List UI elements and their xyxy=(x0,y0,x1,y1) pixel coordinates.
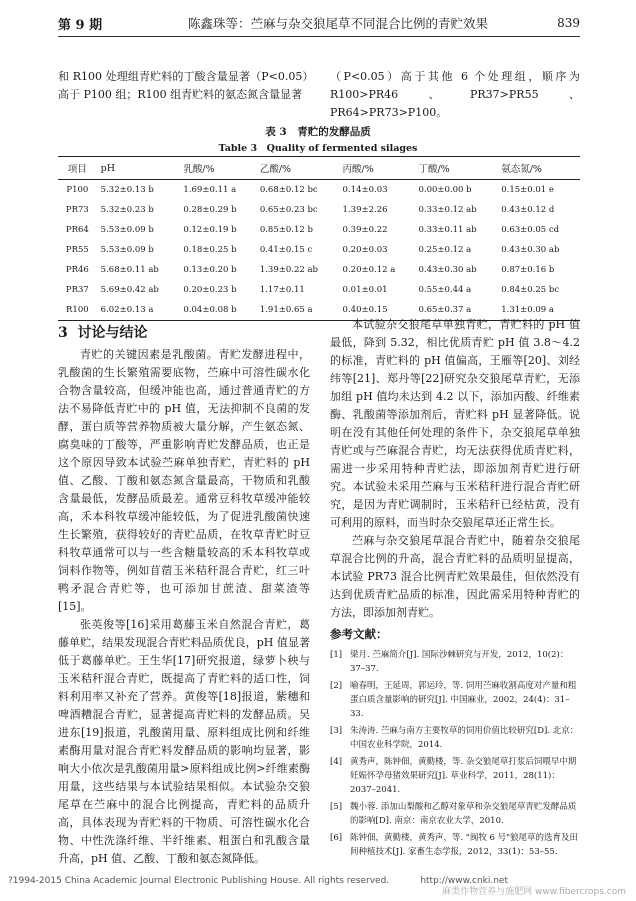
table-cell: PR55 xyxy=(65,245,89,255)
table-cell: 0.40±0.15 xyxy=(342,305,388,315)
table-cell: 1.39±0.22 ab xyxy=(259,265,318,275)
table-cell: 0.43±0.30 ab xyxy=(501,245,560,255)
table-cell: P100 xyxy=(66,185,89,195)
table-cell: 0.12±0.19 b xyxy=(183,225,237,235)
table-cell: 5.69±0.42 ab xyxy=(100,285,159,295)
table-cell: 0.20±0.12 a xyxy=(342,265,396,275)
table-cell: 0.43±0.12 d xyxy=(501,205,555,215)
section-title: 讨论与结论 xyxy=(77,325,148,341)
body-paragraph: 苎麻与杂交狼尾草混合青贮中，随着杂交狼尾草混合比例的升高，混合青贮料的品质明显提高，本试验 PR73 混合比例青贮效果最佳，但依然没有达到优质青贮品质的标准，因此需采用特种青贮的方法，即添加剂青贮。 xyxy=(330,534,580,619)
table-row xyxy=(58,220,580,240)
column-header: pH xyxy=(100,162,116,174)
reference-text: 黄秀声，陈钟佃，黄勤楼，等. 杂交狼尾草打浆后饲喂早中期妊娠怀孕母猪效果研究[J]. 草业科学，2011，28(11)：2037–2041. xyxy=(350,757,577,795)
column-header: 丁酸/% xyxy=(418,164,450,175)
running-title: 陈鑫珠等：苎麻与杂交狼尾草不同混合比例的青贮效果 xyxy=(188,16,489,31)
table-cell: R100 xyxy=(66,305,89,315)
table-row xyxy=(58,280,580,300)
reference-text: 陈钟佃，黄勤楼，黄秀声，等. "闽牧 6 号"狼尾草的选育及田间种植技术[J]. 家畜生态学报，2012，33(1)：53–55. xyxy=(350,833,579,857)
table-cell: 1.39±2.26 xyxy=(342,205,388,215)
table-cell: PR46 xyxy=(65,265,89,275)
copyright-notice: ?1994-2015 China Academic Journal Electronic Publishing House. All rights reserved. xyxy=(8,876,390,886)
table-cell: PR73 xyxy=(65,205,89,215)
table-cell: 0.13±0.20 b xyxy=(183,265,237,275)
table-cell: 5.53±0.09 b xyxy=(100,245,154,255)
table-cell: 0.84±0.25 bc xyxy=(501,285,560,295)
table-cell: 5.32±0.23 b xyxy=(100,205,154,215)
table-cell: 5.53±0.09 b xyxy=(100,225,154,235)
reference-number: [5] xyxy=(330,802,343,812)
body-paragraph: 本试验杂交狼尾草单独青贮，青贮料的 pH 值最低，降到 5.32，相比优质青贮 pH 值 3.8～4.2 的标准，青贮料的 pH 值偏高，王雁等[20]、刘经纬等[21]、郑丹等[22]研究杂交狼尾草青贮，无添加组 pH 值均未达到 4.2 以下，添加丙酸、纤维素酶、乳酸菌等添加剂后，青贮料 pH 显著降低。说明在没有其他任何处理的条件下，杂交狼尾草单独青贮或与苎麻混合青贮，均无法获得优质青贮料，需进一步采用特种青贮法，即添加剂青贮进行研究。本试验未采用苎麻与玉米秸秆进行混合青贮研究，是因为青贮调制时，玉米秸秆已经枯黄，没有可利用的原料，而当时杂交狼尾草还正常生长。 xyxy=(330,318,580,529)
table-cell: 0.04±0.08 b xyxy=(183,305,237,315)
table-cell: 0.43±0.30 ab xyxy=(418,265,477,275)
table-cell: 0.63±0.05 cd xyxy=(501,225,560,235)
body-paragraph: 青贮的关键因素是乳酸菌。青贮发酵进程中，乳酸菌的生长繁殖需要底物，苎麻中可溶性碳水化合物含量较高，但缓冲能也高，通过普通青贮的方法不易降低青贮中的 pH 值，无法抑制不良菌的发酵，蛋白质等营养物质被大量分解，产生氨态氮、腐臭味的丁酸等，严重影响青贮发酵品质，也正是这个原因导致本试验苎麻单独青贮，青贮料的 pH 值、乙酸、丁酸和氨态氮含量最高，干物质和乳酸含量最低，发酵品质最差。通常豆科牧草缓冲能较高，禾本科牧草缓冲能较低，为了促进乳酸菌快速生长繁殖，获得较好的青贮品质，在牧草青贮时豆科牧草通常可以与一些含糖量较高的禾本科牧草或饲料作物等，例如苜蓿玉米秸秆混合青贮，红三叶鸭矛混合青贮等，也可添加甘蔗渣、甜菜渣等[15]。 xyxy=(58,348,310,613)
reference-item xyxy=(330,800,580,828)
table-cell: 0.01±0.01 xyxy=(342,285,388,295)
running-header xyxy=(58,8,580,36)
reference-item xyxy=(330,755,580,797)
table-cell: 0.39±0.22 xyxy=(342,225,388,235)
header-rule xyxy=(58,36,580,37)
footer-url[interactable]: http://www.cnki.net xyxy=(420,876,508,886)
table-cell: 0.41±0.15 c xyxy=(259,245,313,255)
column-header: 乳酸/% xyxy=(183,164,215,175)
top-paragraph-left xyxy=(58,68,308,104)
table-cell: 5.32±0.13 b xyxy=(100,185,154,195)
reference-number: [3] xyxy=(330,726,343,736)
table-cell: 1.17±0.11 xyxy=(259,285,305,295)
table-cell: 0.20±0.23 b xyxy=(183,285,237,295)
table-header-row xyxy=(58,157,580,180)
reference-number: [1] xyxy=(330,650,343,660)
table-cell: 1.31±0.09 a xyxy=(501,305,554,315)
section-heading xyxy=(58,322,148,342)
table-cell: 6.02±0.13 a xyxy=(100,305,154,315)
reference-item xyxy=(330,724,580,752)
table-caption-en: Table 3 Quality of fermented silages xyxy=(218,143,418,154)
column-header: 丙酸/% xyxy=(342,164,374,175)
column-header: 项目 xyxy=(67,164,87,175)
top-paragraph-right xyxy=(330,68,580,122)
table-row xyxy=(58,260,580,280)
table-cell: 0.65±0.23 bc xyxy=(259,205,318,215)
table-row xyxy=(58,240,580,260)
page-number: 839 xyxy=(557,16,580,30)
reference-list xyxy=(330,648,580,859)
reference-number: [4] xyxy=(330,757,343,767)
table-cell: PR64 xyxy=(65,225,89,235)
table-cell: 0.14±0.03 xyxy=(342,185,388,195)
table-cell: 0.28±0.29 b xyxy=(183,205,237,215)
table-row xyxy=(58,200,580,220)
body-paragraph: 张英俊等[16]采用葛藤玉米自然混合青贮，葛藤单贮，结果发现混合青贮料品质优良，pH 值显著低于葛藤单贮。王生华[17]研究报道，绿萝卜秧与玉米秸秆混合青贮，既提高了青贮料的适口性，饲料利用率又补充了营养。黄俊等[18]报道，紫穗和啤酒糟混合青贮，显著提高青贮料的发酵品质。吴进东[19]报道，乳酸菌用量、原料组成比例和纤维素酶用量对混合青贮料发酵品质的影响均显著，影响大小依次是乳酸菌用量>原料组成比例>纤维素酶用量，这些结果与本试验结果相似。本试验杂交狼尾草在苎麻中的混合比例提高，青贮料的品质升高，具体表现为青贮料的干物质、可溶性碳水化合物、中性洗涤纤维、半纤维素、粗蛋白和乳酸含量升高，pH 值、乙酸、丁酸和氨态氮降低。 xyxy=(58,618,310,865)
table-cell: 0.33±0.11 ab xyxy=(418,225,477,235)
table-cell: 1.69±0.11 a xyxy=(183,185,237,195)
watermark: 麻类作物营养与施肥网 www.fibercrops.com xyxy=(442,887,626,897)
body-text: （P<0.05）高于其他 6 个处理组，顺序为 R100>PR46、PR37>PR55、PR64>PR73>P100。 xyxy=(330,70,580,119)
references-heading: 参考文献： xyxy=(330,627,388,641)
fermentation-quality-table xyxy=(58,156,580,321)
table-cell: 0.55±0.44 a xyxy=(418,285,472,295)
issue-number: 第 9 期 xyxy=(58,18,103,33)
table-cell: 0.18±0.25 b xyxy=(183,245,237,255)
table-caption-cn: 表 3 青贮的发酵品质 xyxy=(265,126,371,138)
table-cell: 0.65±0.37 a xyxy=(418,305,472,315)
reference-text: 喻春明，王延周，郭运玲，等. 饲用苎麻收割高度对产量和粗蛋白质含量影响的研究[J]. 中国麻业，2002，24(4)：31–33. xyxy=(350,681,577,719)
reference-text: 梁月. 苎麻简介[J]. 国际沙棘研究与开发，2012，10(2)：37–37. xyxy=(350,650,569,674)
table-cell: PR37 xyxy=(65,285,89,295)
reference-item xyxy=(330,648,580,676)
section-number: 3 xyxy=(58,325,68,341)
reference-item xyxy=(330,831,580,859)
table-cell: 0.20±0.03 xyxy=(342,245,388,255)
table-cell: 5.68±0.11 ab xyxy=(100,265,159,275)
reference-item xyxy=(330,679,580,721)
column-header: 乙酸/% xyxy=(259,164,292,175)
table-cell: 0.00±0.00 b xyxy=(418,185,472,195)
reference-number: [6] xyxy=(330,833,343,843)
column-header: 氨态氮/% xyxy=(501,164,542,175)
table-cell: 0.25±0.12 a xyxy=(418,245,472,255)
table-cell: 0.15±0.01 e xyxy=(501,185,554,195)
table-cell: 0.85±0.12 b xyxy=(259,225,313,235)
table-cell: 1.91±0.65 a xyxy=(259,305,313,315)
left-body-column xyxy=(58,346,310,868)
table-cell: 0.68±0.12 bc xyxy=(259,185,318,195)
reference-number: [2] xyxy=(330,681,343,691)
body-text: 和 R100 处理组青贮料的丁酸含量显著（P<0.05）高于 P100 组；R100 组青贮料的氨态氮含量显著 xyxy=(58,70,308,101)
table-cell: 0.87±0.16 b xyxy=(501,265,555,275)
reference-text: 朱涛涛. 苎麻与南方主要牧草的饲用价值比较研究[D]. 北京：中国农业科学院，2014. xyxy=(350,726,579,750)
table-row xyxy=(58,180,580,201)
right-body-column xyxy=(330,316,580,862)
table-cell: 0.33±0.12 ab xyxy=(418,205,477,215)
reference-text: 魏小蓉. 添加山梨酸和乙醇对象草和杂交狼尾草青贮发酵品质的影响[D]. 南京：南京农业大学，2010. xyxy=(350,802,577,826)
